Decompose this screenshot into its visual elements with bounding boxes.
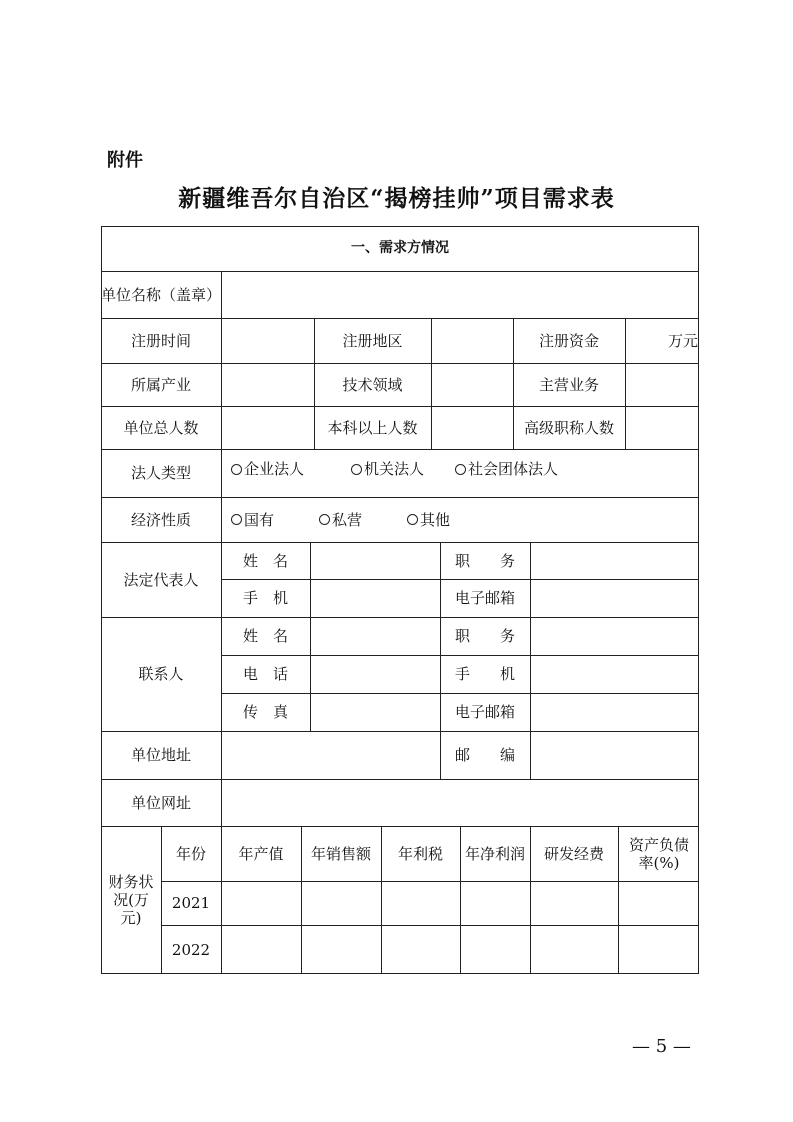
reg-time-field[interactable]	[222, 319, 314, 363]
tech-field-label: 技术领域	[342, 375, 403, 394]
finance-cell[interactable]	[302, 882, 381, 925]
postcode-field[interactable]	[531, 732, 698, 779]
finance-header-debt-ratio: 资产负债率(%)	[628, 835, 689, 872]
finance-header-output: 年产值	[238, 844, 284, 863]
main-business-label: 主营业务	[538, 375, 599, 394]
econ-option[interactable]	[231, 511, 319, 529]
main-business-field[interactable]	[626, 364, 698, 406]
capital-unit: 万元	[667, 332, 698, 350]
demand-form-table	[101, 226, 699, 974]
finance-year-2021: 2021	[171, 894, 211, 912]
reg-time-label: 注册时间	[130, 331, 191, 350]
contact-email-field[interactable]	[531, 694, 698, 731]
website-label: 单位网址	[130, 793, 191, 812]
legal-rep-position-label: 职 务	[454, 551, 515, 570]
attachment-label: 附件	[107, 150, 143, 171]
address-field[interactable]	[222, 732, 440, 779]
legal-rep-name-label: 姓 名	[242, 551, 288, 570]
senior-titles-field[interactable]	[626, 407, 698, 449]
finance-cell[interactable]	[619, 926, 698, 973]
tech-field-field[interactable]	[432, 364, 513, 406]
contact-position-field[interactable]	[531, 618, 698, 655]
finance-cell[interactable]	[302, 926, 381, 973]
unit-name-label: 单位名称（盖章）	[101, 285, 222, 304]
reg-region-label: 注册地区	[342, 331, 403, 350]
finance-header-rd: 研发经费	[543, 844, 604, 863]
finance-label: 财务状况(万元)	[108, 873, 154, 927]
address-label: 单位地址	[130, 746, 191, 764]
total-staff-label: 单位总人数	[123, 418, 199, 437]
legal-type-options	[231, 449, 691, 489]
contact-mobile-field[interactable]	[531, 656, 698, 693]
contact-phone-label: 电 话	[242, 665, 288, 683]
legal-type-option[interactable]	[231, 460, 351, 478]
option-label: 机关法人	[364, 460, 425, 478]
contact-fax-label: 传 真	[242, 703, 288, 721]
legal-type-label: 法人类型	[130, 464, 191, 482]
legal-rep-mobile-field[interactable]	[311, 580, 440, 617]
senior-titles-label: 高级职称人数	[523, 418, 614, 437]
finance-cell[interactable]	[222, 926, 301, 973]
contact-label: 联系人	[138, 665, 184, 683]
radio-circle-icon	[455, 464, 466, 475]
contact-name-field[interactable]	[311, 618, 440, 655]
econ-option[interactable]	[319, 511, 407, 529]
option-label: 私营	[332, 510, 363, 529]
bachelor-plus-field[interactable]	[432, 407, 513, 449]
finance-header-net-profit: 年净利润	[464, 844, 525, 863]
legal-rep-position-field[interactable]	[531, 543, 698, 579]
finance-cell[interactable]	[531, 926, 618, 973]
option-label: 社会团体法人	[468, 460, 559, 478]
econ-option[interactable]	[407, 511, 450, 529]
website-field[interactable]	[222, 780, 698, 826]
industry-field[interactable]	[222, 364, 314, 406]
contact-fax-field[interactable]	[311, 694, 440, 731]
contact-mobile-label: 手 机	[454, 665, 515, 683]
total-staff-field[interactable]	[222, 407, 314, 449]
finance-cell[interactable]	[531, 882, 618, 925]
legal-type-option[interactable]	[351, 460, 455, 478]
finance-header-year: 年份	[175, 844, 206, 863]
radio-circle-icon	[319, 514, 330, 525]
legal-rep-name-field[interactable]	[311, 543, 440, 579]
legal-type-option[interactable]	[455, 460, 558, 478]
option-label: 企业法人	[244, 460, 305, 478]
unit-name-field[interactable]	[222, 272, 698, 318]
postcode-label: 邮 编	[454, 746, 515, 764]
finance-cell[interactable]	[619, 882, 698, 925]
bachelor-plus-label: 本科以上人数	[327, 418, 418, 437]
option-label: 国有	[244, 510, 275, 529]
legal-rep-mobile-label: 手 机	[242, 589, 288, 607]
section-header: 一、需求方情况	[351, 240, 449, 257]
reg-capital-label: 注册资金	[538, 331, 599, 350]
finance-cell[interactable]	[382, 926, 460, 973]
radio-circle-icon	[351, 464, 362, 475]
finance-cell[interactable]	[222, 882, 301, 925]
radio-circle-icon	[231, 464, 242, 475]
option-label: 其他	[420, 510, 451, 529]
page-number: — 5 —	[632, 1036, 691, 1057]
contact-name-label: 姓 名	[242, 627, 288, 645]
finance-cell[interactable]	[461, 926, 530, 973]
finance-header-sales: 年销售额	[310, 844, 371, 863]
legal-rep-email-field[interactable]	[531, 580, 698, 617]
finance-year-2022: 2022	[171, 940, 211, 959]
industry-label: 所属产业	[130, 375, 191, 394]
finance-cell[interactable]	[382, 882, 460, 925]
radio-circle-icon	[407, 514, 418, 525]
legal-rep-label: 法定代表人	[123, 570, 199, 589]
reg-capital-field[interactable]	[626, 319, 698, 363]
radio-circle-icon	[231, 514, 242, 525]
reg-region-field[interactable]	[432, 319, 513, 363]
finance-cell[interactable]	[461, 882, 530, 925]
form-title: 新疆维吾尔自治区“揭榜挂帅”项目需求表	[178, 185, 615, 212]
econ-nature-label: 经济性质	[130, 510, 191, 529]
contact-phone-field[interactable]	[311, 656, 440, 693]
legal-rep-email-label: 电子邮箱	[454, 589, 515, 607]
econ-nature-options	[231, 497, 691, 542]
contact-position-label: 职 务	[454, 627, 515, 645]
finance-header-profit-tax: 年利税	[397, 844, 443, 863]
contact-email-label: 电子邮箱	[454, 703, 515, 721]
